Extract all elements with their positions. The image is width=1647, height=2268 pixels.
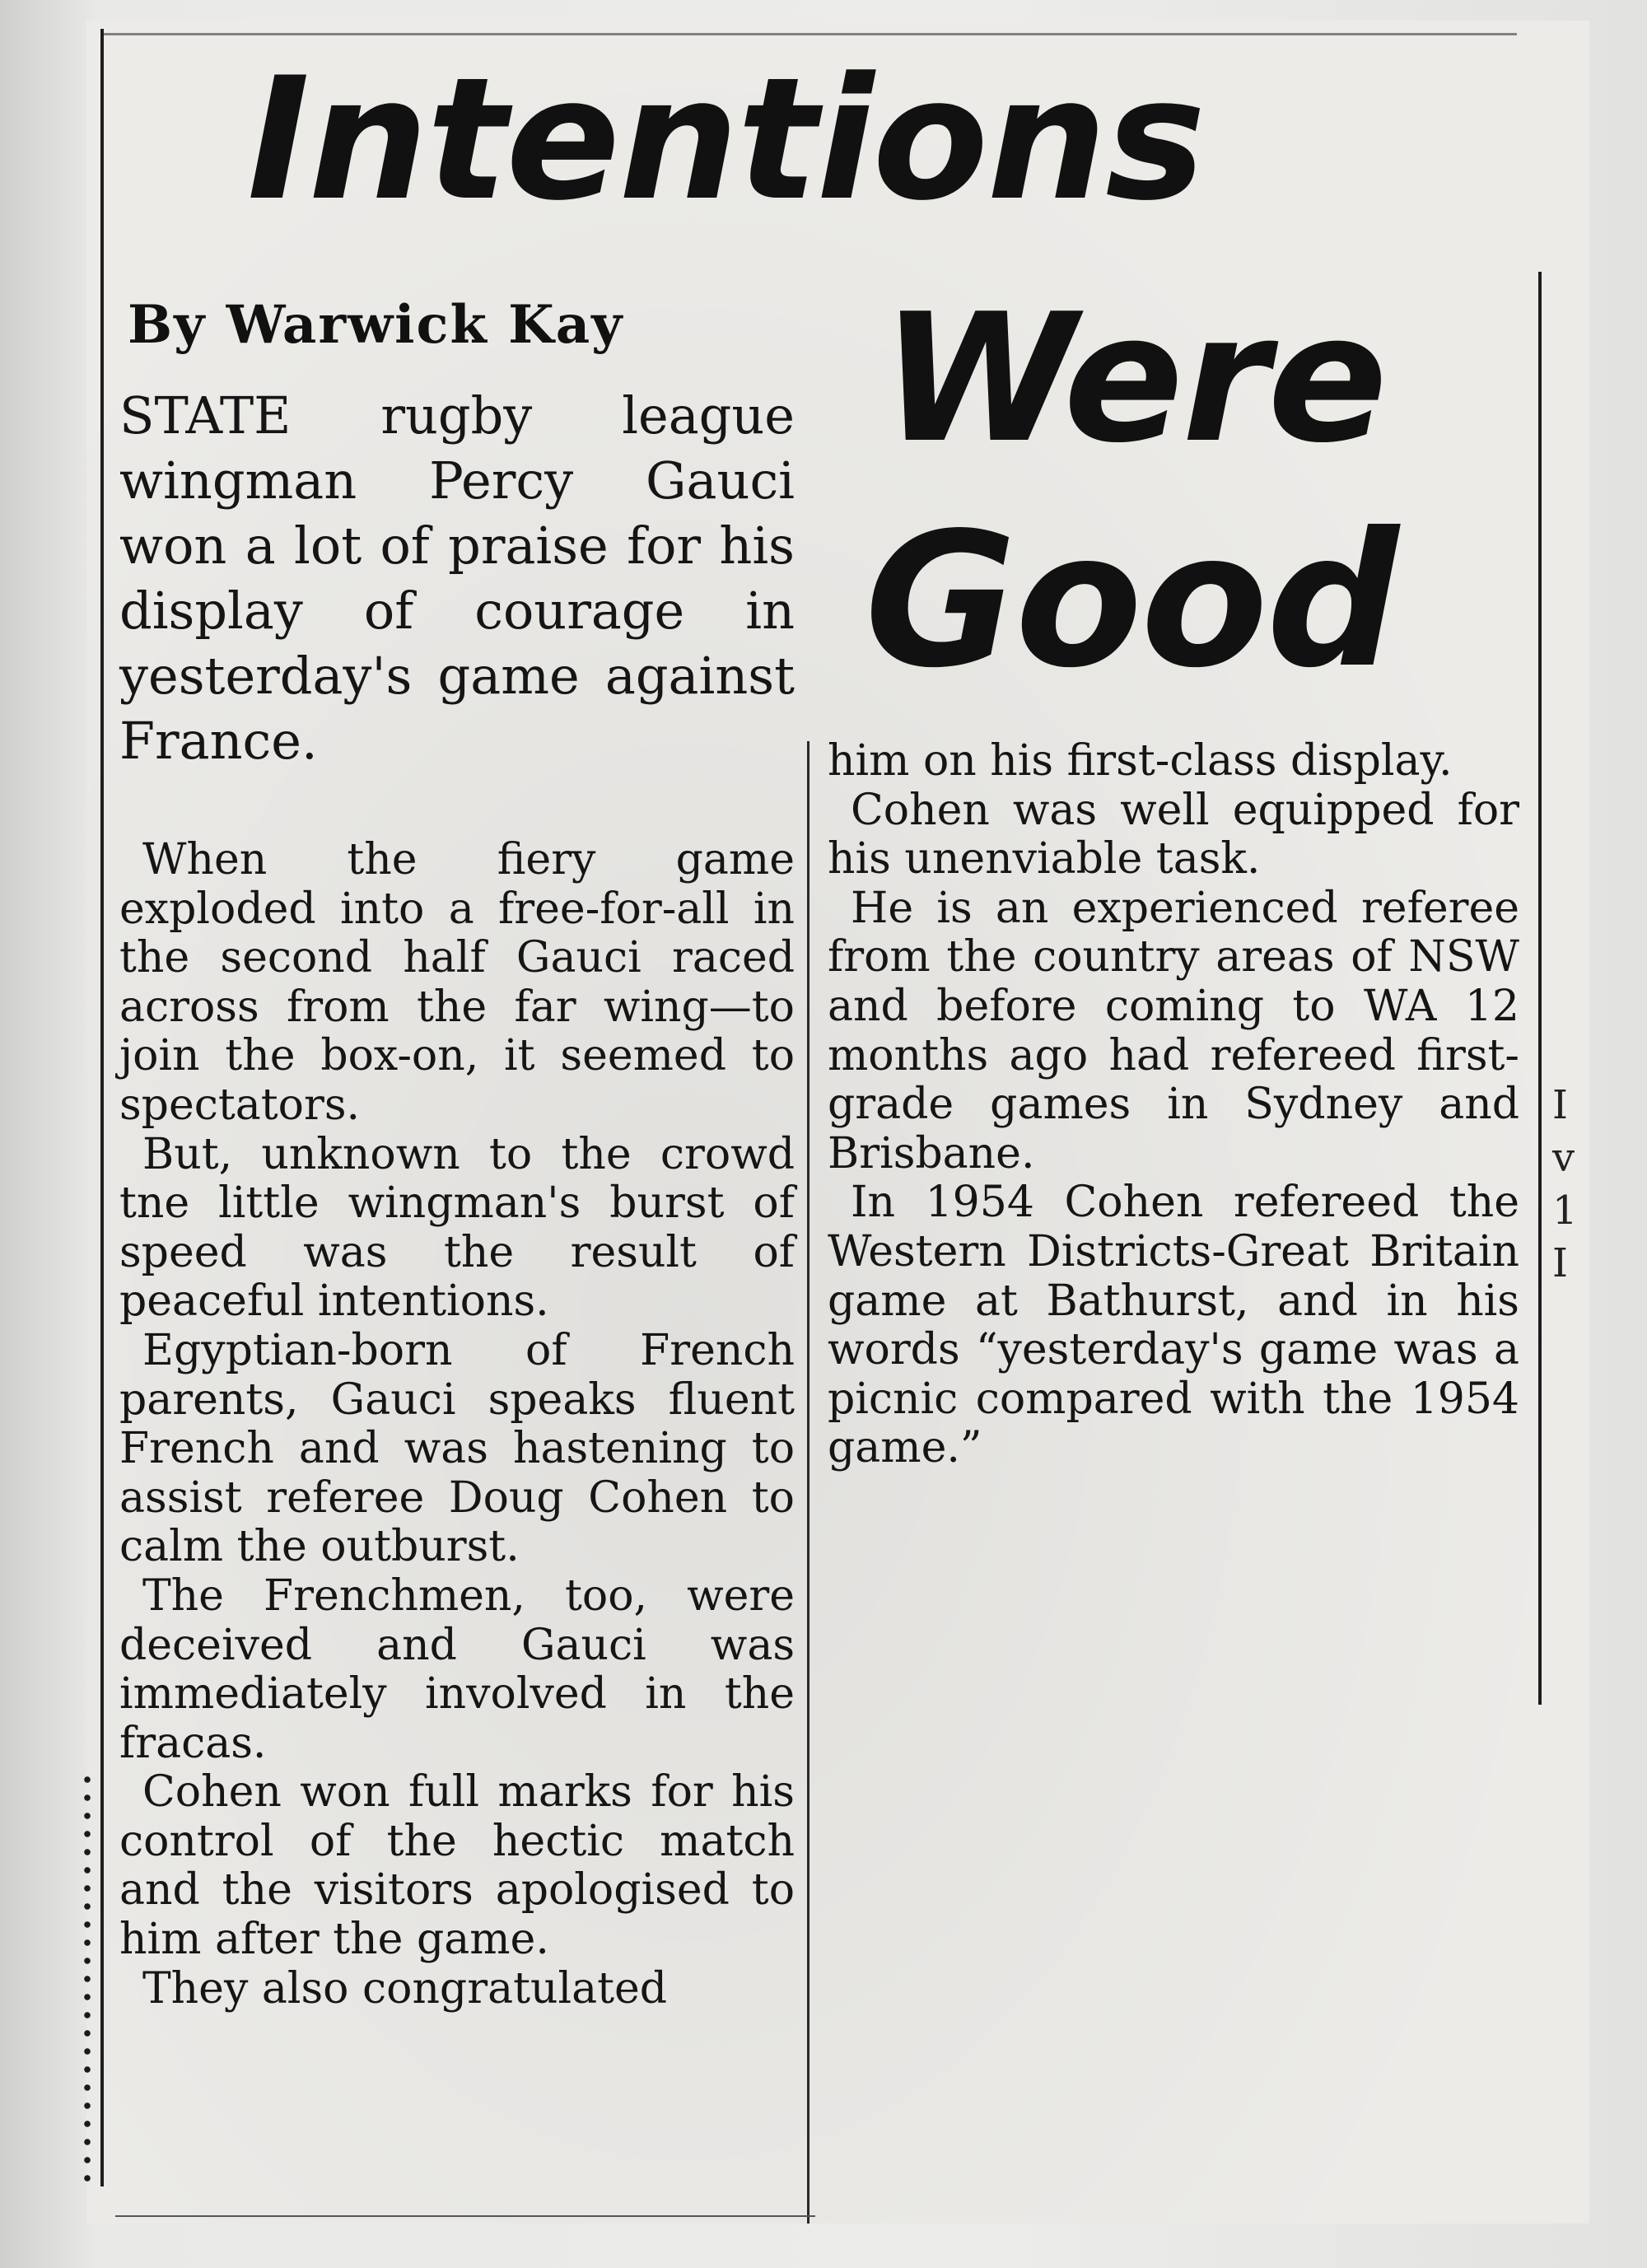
paragraph: When the fiery game exploded into a free-for-all in the second half Gauci raced across from the far wing—to join the box-on, it seemed to spectators.	[119, 835, 795, 1130]
paragraph: In 1954 Cohen refereed the Western Districts-Great Britain game at Bathurst, and in his words “yesterday's game was a picnic compared with the 1954 game.”	[828, 1178, 1519, 1473]
lead-text: STATE rugby league wingman Percy Gauci won a lot of praise for his display of courage in yesterday's game against France.	[119, 385, 795, 771]
adjacent-article-fragment: I v 1 I	[1552, 1082, 1578, 1286]
perforated-edge	[82, 1771, 92, 2191]
article-column-1	[119, 836, 795, 2014]
byline: By Warwick Kay	[128, 294, 624, 356]
right-column-rule	[1538, 272, 1542, 1705]
headline-line-2: Were	[881, 275, 1387, 482]
paragraph: They also congratulated	[142, 1963, 668, 2014]
column-divider	[807, 741, 810, 2224]
paragraph: Cohen was well equipped for his unenviable task.	[828, 785, 1519, 884]
paragraph: Cohen won full marks for his control of the hectic match and the visitors apologised to him after the game.	[119, 1767, 795, 1965]
top-rule	[100, 33, 1517, 35]
headline-line-3: Good	[865, 493, 1397, 709]
bottom-rule	[115, 2215, 815, 2217]
article-column-2	[828, 737, 1519, 1473]
headline-line-1: Intentions	[247, 42, 1205, 238]
paragraph: The Frenchmen, too, were deceived and Gauci was immediately involved in the fracas.	[119, 1570, 795, 1768]
left-column-rule	[100, 29, 104, 2186]
paragraph: him on his first-class display.	[828, 736, 1453, 786]
paragraph: He is an experienced referee from the country areas of NSW and before coming to WA 12 months ago had refereed first-grade games in Sydney and Brisbane.	[828, 883, 1519, 1178]
paragraph: Egyptian-born of French parents, Gauci speaks fluent French and was hastening to assist referee Doug Cohen to calm the outburst.	[119, 1325, 795, 1572]
lead-paragraph	[119, 383, 795, 773]
paragraph: But, unknown to the crowd tne little wingman's burst of speed was the result of peaceful intentions.	[119, 1129, 795, 1327]
